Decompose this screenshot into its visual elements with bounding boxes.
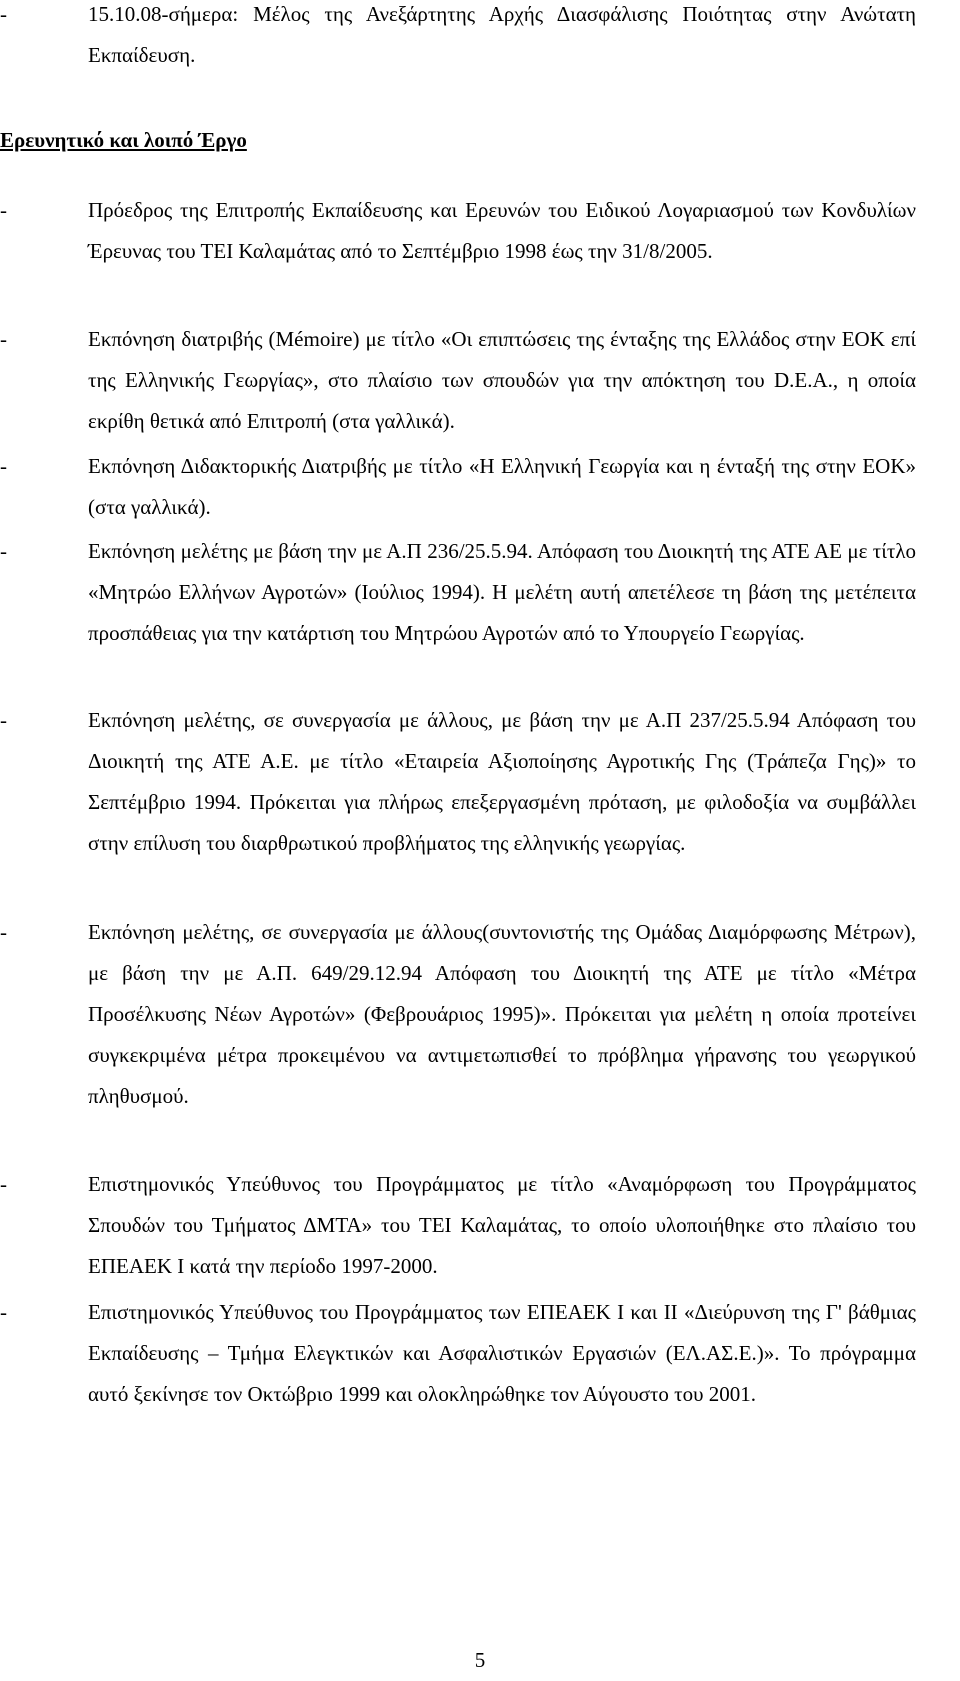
bullet-dash: -	[0, 1172, 7, 1196]
page-number: 5	[474, 1648, 486, 1672]
list-item-text: Εκπόνηση μελέτης, σε συνεργασία με άλλους(συντονιστής της Ομάδας Διαμόρφωσης Μέτρων), με βάση την με Α.Π. 649/29.12.94 Απόφαση του Διοικητή της ΑΤΕ με τίτλο «Μέτρα Προσέλκυσης Νέων Αγροτών» (Φεβρουάριος 1995)». Πρόκειται για μελέτη η οποία προτείνει συγκεκριμένα μέτρα προκειμένου να αντιμετωπισθεί το πρόβλημα γήρανσης του γεωργικού πληθυσμού.	[88, 920, 916, 1108]
list-item-text: Εκπόνηση μελέτης, σε συνεργασία με άλλους, με βάση την με Α.Π 237/25.5.94 Απόφαση του Διοικητή της ΑΤΕ Α.Ε. με τίτλο «Εταιρεία Αξιοποίησης Αγροτικής Γης (Τράπεζα Γης)» το Σεπτέμβριο 1994. Πρόκειται για πλήρως επεξεργασμένη πρόταση, με φιλοδοξία να συμβάλλει στην επίλυση του διαρθρωτικού προβλήματος της ελληνικής γεωργίας.	[88, 708, 916, 855]
bullet-dash: -	[0, 1300, 7, 1324]
list-item-text: Επιστημονικός Υπεύθυνος του Προγράμματος με τίτλο «Αναμόρφωση του Προγράμματος Σπουδών του Τμήματος ΔΜΤΑ» του ΤΕΙ Καλαμάτας, το οποίο υλοποιήθηκε στο πλαίσιο του ΕΠΕΑΕΚ Ι κατά την περίοδο 1997-2000.	[88, 1172, 916, 1278]
list-item	[0, 700, 916, 864]
bullet-dash: -	[0, 539, 7, 563]
bullet-dash: -	[0, 708, 7, 732]
bullet-dash: -	[0, 327, 7, 351]
list-item-text: Εκπόνηση Διδακτορικής Διατριβής με τίτλο «Η Ελληνική Γεωργία και η ένταξή της στην ΕΟΚ» (στα γαλλικά).	[88, 454, 916, 519]
list-item-text: Πρόεδρος της Επιτροπής Εκπαίδευσης και Ερευνών του Ειδικού Λογαριασμού των Κονδυλίων Έρευνας του ΤΕΙ Καλαμάτας από το Σεπτέμβριο 1998 έως την 31/8/2005.	[88, 198, 916, 263]
list-item	[0, 446, 916, 528]
list-item-top	[0, 0, 916, 76]
list-item-text: Εκπόνηση μελέτης με βάση την με Α.Π 236/25.5.94. Απόφαση του Διοικητή της ΑΤΕ ΑΕ με τίτλο «Μητρώο Ελλήνων Αγροτών» (Ιούλιος 1994). Η μελέτη αυτή απετέλεσε τη βάση της μετέπειτα προσπάθειας για την κατάρτιση του Μητρώου Αγροτών από το Υπουργείο Γεωργίας.	[88, 539, 916, 645]
bullet-dash: -	[0, 920, 7, 944]
section-heading: Ερευνητικό και λοιπό Έργο	[0, 128, 247, 152]
list-item	[0, 1292, 916, 1415]
list-item	[0, 912, 916, 1117]
bullet-dash: -	[0, 454, 7, 478]
list-item	[0, 531, 916, 654]
list-item	[0, 319, 916, 442]
list-item	[0, 1164, 916, 1287]
list-item-text: Επιστημονικός Υπεύθυνος του Προγράμματος των ΕΠΕΑΕΚ Ι και ΙΙ «Διεύρυνση της Γ' βάθμιας Εκπαίδευσης – Τμήμα Ελεγκτικών και Ασφαλιστικών Εργασιών (ΕΛ.ΑΣ.Ε.)». Το πρόγραμμα αυτό ξεκίνησε τον Οκτώβριο 1999 και ολοκληρώθηκε τον Αύγουστο του 2001.	[88, 1300, 916, 1406]
list-item-text: 15.10.08-σήμερα: Μέλος της Ανεξάρτητης Αρχής Διασφάλισης Ποιότητας στην Ανώτατη Εκπαίδευση.	[88, 2, 916, 67]
bullet-dash: -	[0, 2, 7, 26]
list-item	[0, 190, 916, 272]
list-item-text: Εκπόνηση διατριβής (Mémoire) με τίτλο «Οι επιπτώσεις της ένταξης της Ελλάδος στην ΕΟΚ επί της Ελληνικής Γεωργίας», στο πλαίσιο των σπουδών για την απόκτηση του D.E.A., η οποία εκρίθη θετικά από Επιτροπή (στα γαλλικά).	[88, 327, 916, 433]
bullet-dash: -	[0, 198, 7, 222]
